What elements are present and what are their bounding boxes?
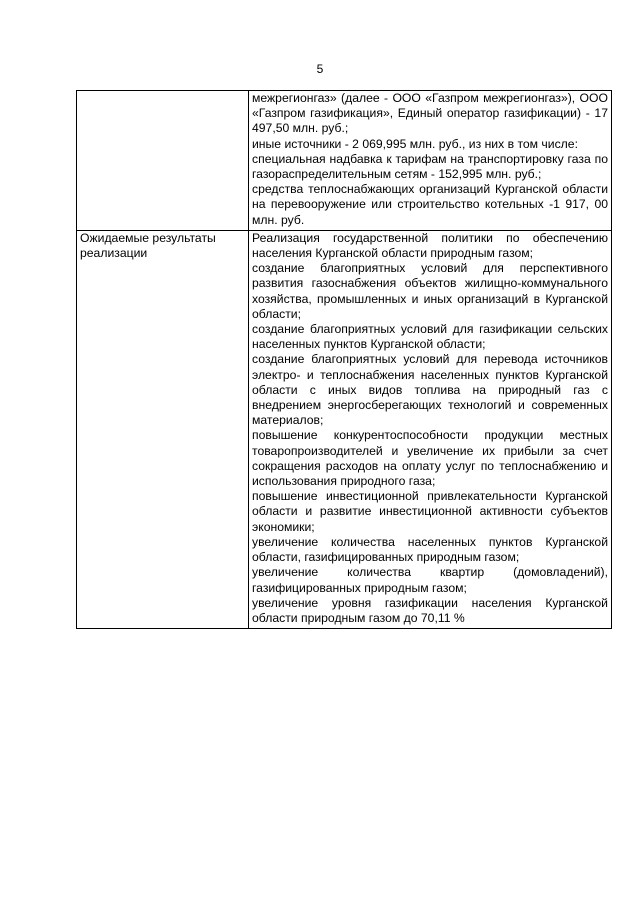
row-label <box>77 91 249 231</box>
content-paragraph: средства теплоснабжающих организаций Курганской области на перевооружение или строительство котельных -1 917, 00 млн. руб. <box>252 182 608 227</box>
row-content <box>249 91 612 231</box>
row-content <box>249 230 612 628</box>
content-paragraph: увеличение количества населенных пунктов Курганской области, газифицированных природным газом; <box>252 534 608 565</box>
content-paragraph: увеличение количества квартир (домовладений), газифицированных природным газом; <box>252 565 608 595</box>
table-row <box>77 230 612 628</box>
content-paragraph: повышение конкурентоспособности продукции местных товаропроизводителей и увеличение их прибыли за счет сокращения расходов на оплату услуг по теплоснабжению и использования природного газа; <box>252 428 608 489</box>
content-paragraph: межрегионгаз» (далее - ООО «Газпром межрегионгаз»), ООО «Газпром газификация», Единый оператор газификации) - 17 497,50 млн. руб.; <box>252 91 608 136</box>
page-number: 5 <box>316 62 324 76</box>
content-paragraph: увеличение уровня газификации населения Курганской области природным газом до 70,11 % <box>252 595 608 625</box>
row-label: Ожидаемые результаты реализации <box>77 230 249 628</box>
content-paragraph: повышение инвестиционной привлекательности Курганской области и развитие инвестиционной активности субъектов экономики; <box>252 489 608 534</box>
content-paragraph: Реализация государственной политики по обеспечению населения Курганской области природным газом; <box>252 230 608 261</box>
passport-table <box>76 90 612 629</box>
content-paragraph: создание благоприятных условий для перевода источников электро- и теплоснабжения населенных пунктов Курганской области с иных видов топлива на природный газ с внедрением энергосберегающих технологий и современных материалов; <box>252 352 608 428</box>
content-paragraph: создание благоприятных условий для газификации сельских населенных пунктов Курганской области; <box>252 322 608 352</box>
table-row <box>77 91 612 231</box>
content-paragraph: специальная надбавка к тарифам на транспортировку газа по газораспределительным сетям - 152,995 млн. руб.; <box>252 151 608 182</box>
content-paragraph: иные источники - 2 069,995 млн. руб., из них в том числе: <box>252 136 578 151</box>
content-paragraph: создание благоприятных условий для перспективного развития газоснабжения объектов жилищно-коммунального хозяйства, промышленных и иных организаций в Курганской области; <box>252 261 608 321</box>
